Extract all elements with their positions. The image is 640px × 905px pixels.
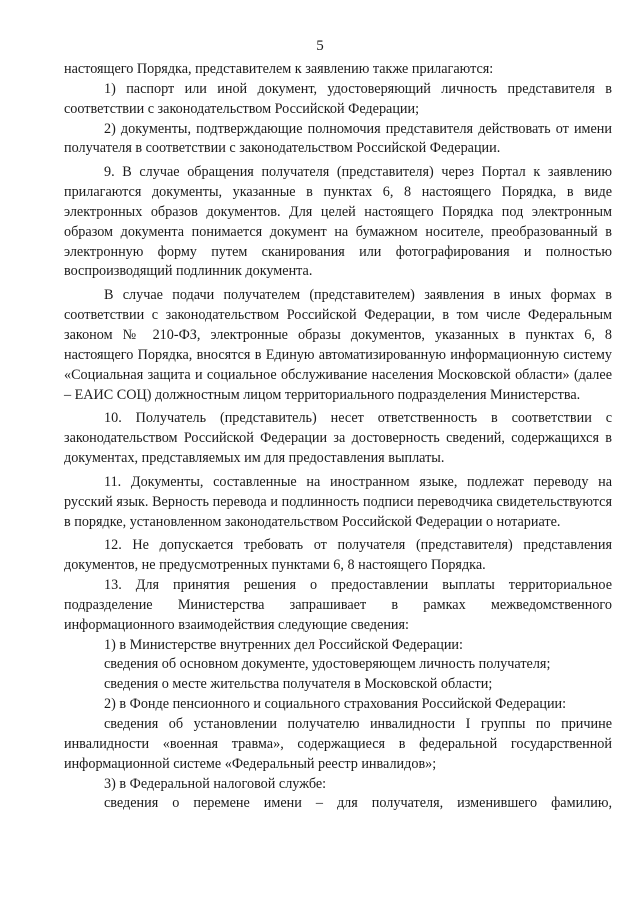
paragraph: сведения о перемене имени – для получателя, изменившего фамилию, [104,795,612,812]
paragraph: настоящего Порядка, представителем к заявлению также прилагаются: [64,61,494,77]
paragraph: 11. Документы, составленные на иностранном языке, подлежат переводу на русский язык. Верность перевода и подлинность подписи переводчика свидетельствуются в порядке, установленном законодательством Российской Федерации о нотариате. [64,473,612,530]
paragraph: сведения о месте жительства получателя в Московской области; [104,676,493,693]
paragraph: 1) в Министерстве внутренних дел Российской Федерации: [104,636,463,653]
paragraph: 2) в Фонде пенсионного и социального страхования Российской Федерации: [104,696,567,713]
paragraph: сведения об установлении получателю инвалидности I группы по причине инвалидности «военная травма», содержащиеся в федеральной государственной информационной системе «Федеральный реестр инвалидов»; [64,716,612,772]
page-number: 5 [316,38,324,54]
paragraph: 12. Не допускается требовать от получателя (представителя) представления документов, не предусмотренных пунктами 6, 8 настоящего Порядка. [64,537,612,574]
paragraph: 1) паспорт или иной документ, удостоверяющий личность представителя в соответствии с законодательством Российской Федерации; [64,80,612,117]
paragraph: 9. В случае обращения получателя (представителя) через Портал к заявлению прилагаются документы, указанные в пунктах 6, 8 настоящего Порядка, в виде электронных образов документов. Для целей настоящего Порядка под электронным образом документа понимается документ на бумажном носителе, преобразованный в электронную форму путем сканирования или фотографирования и полностью воспроизводящий подлинник документа. [64,164,612,280]
paragraph: 10. Получатель (представитель) несет ответственность в соответствии с законодательством Российской Федерации за достоверность сведений, содержащихся в документах, представляемых им для предоставления выплаты. [64,410,612,467]
paragraph: 13. Для принятия решения о предоставлении выплаты территориальное подразделение Министерства запрашивает в рамках межведомственного информационного взаимодействия следующие сведения: [64,577,612,633]
paragraph: 3) в Федеральной налоговой службе: [104,775,327,792]
paragraph: сведения об основном документе, удостоверяющем личность получателя; [104,656,551,673]
document-body [64,60,612,814]
paragraph: 2) документы, подтверждающие полномочия представителя действовать от имени получателя в соответствии с законодательством Российской Федерации. [64,120,612,157]
paragraph: В случае подачи получателем (представителем) заявления в иных формах в соответствии с законодательством Российской Федерации, в том числе Федеральным законом № 210-ФЗ, электронные образы документов, указанных в пунктах 6, 8 настоящего Порядка, вносятся в Единую автоматизированную информационную систему «Социальная защита и социальное обслуживание населения Московской области» (далее – ЕАИС СОЦ) должностным лицом территориального подразделения Министерства. [64,287,612,403]
